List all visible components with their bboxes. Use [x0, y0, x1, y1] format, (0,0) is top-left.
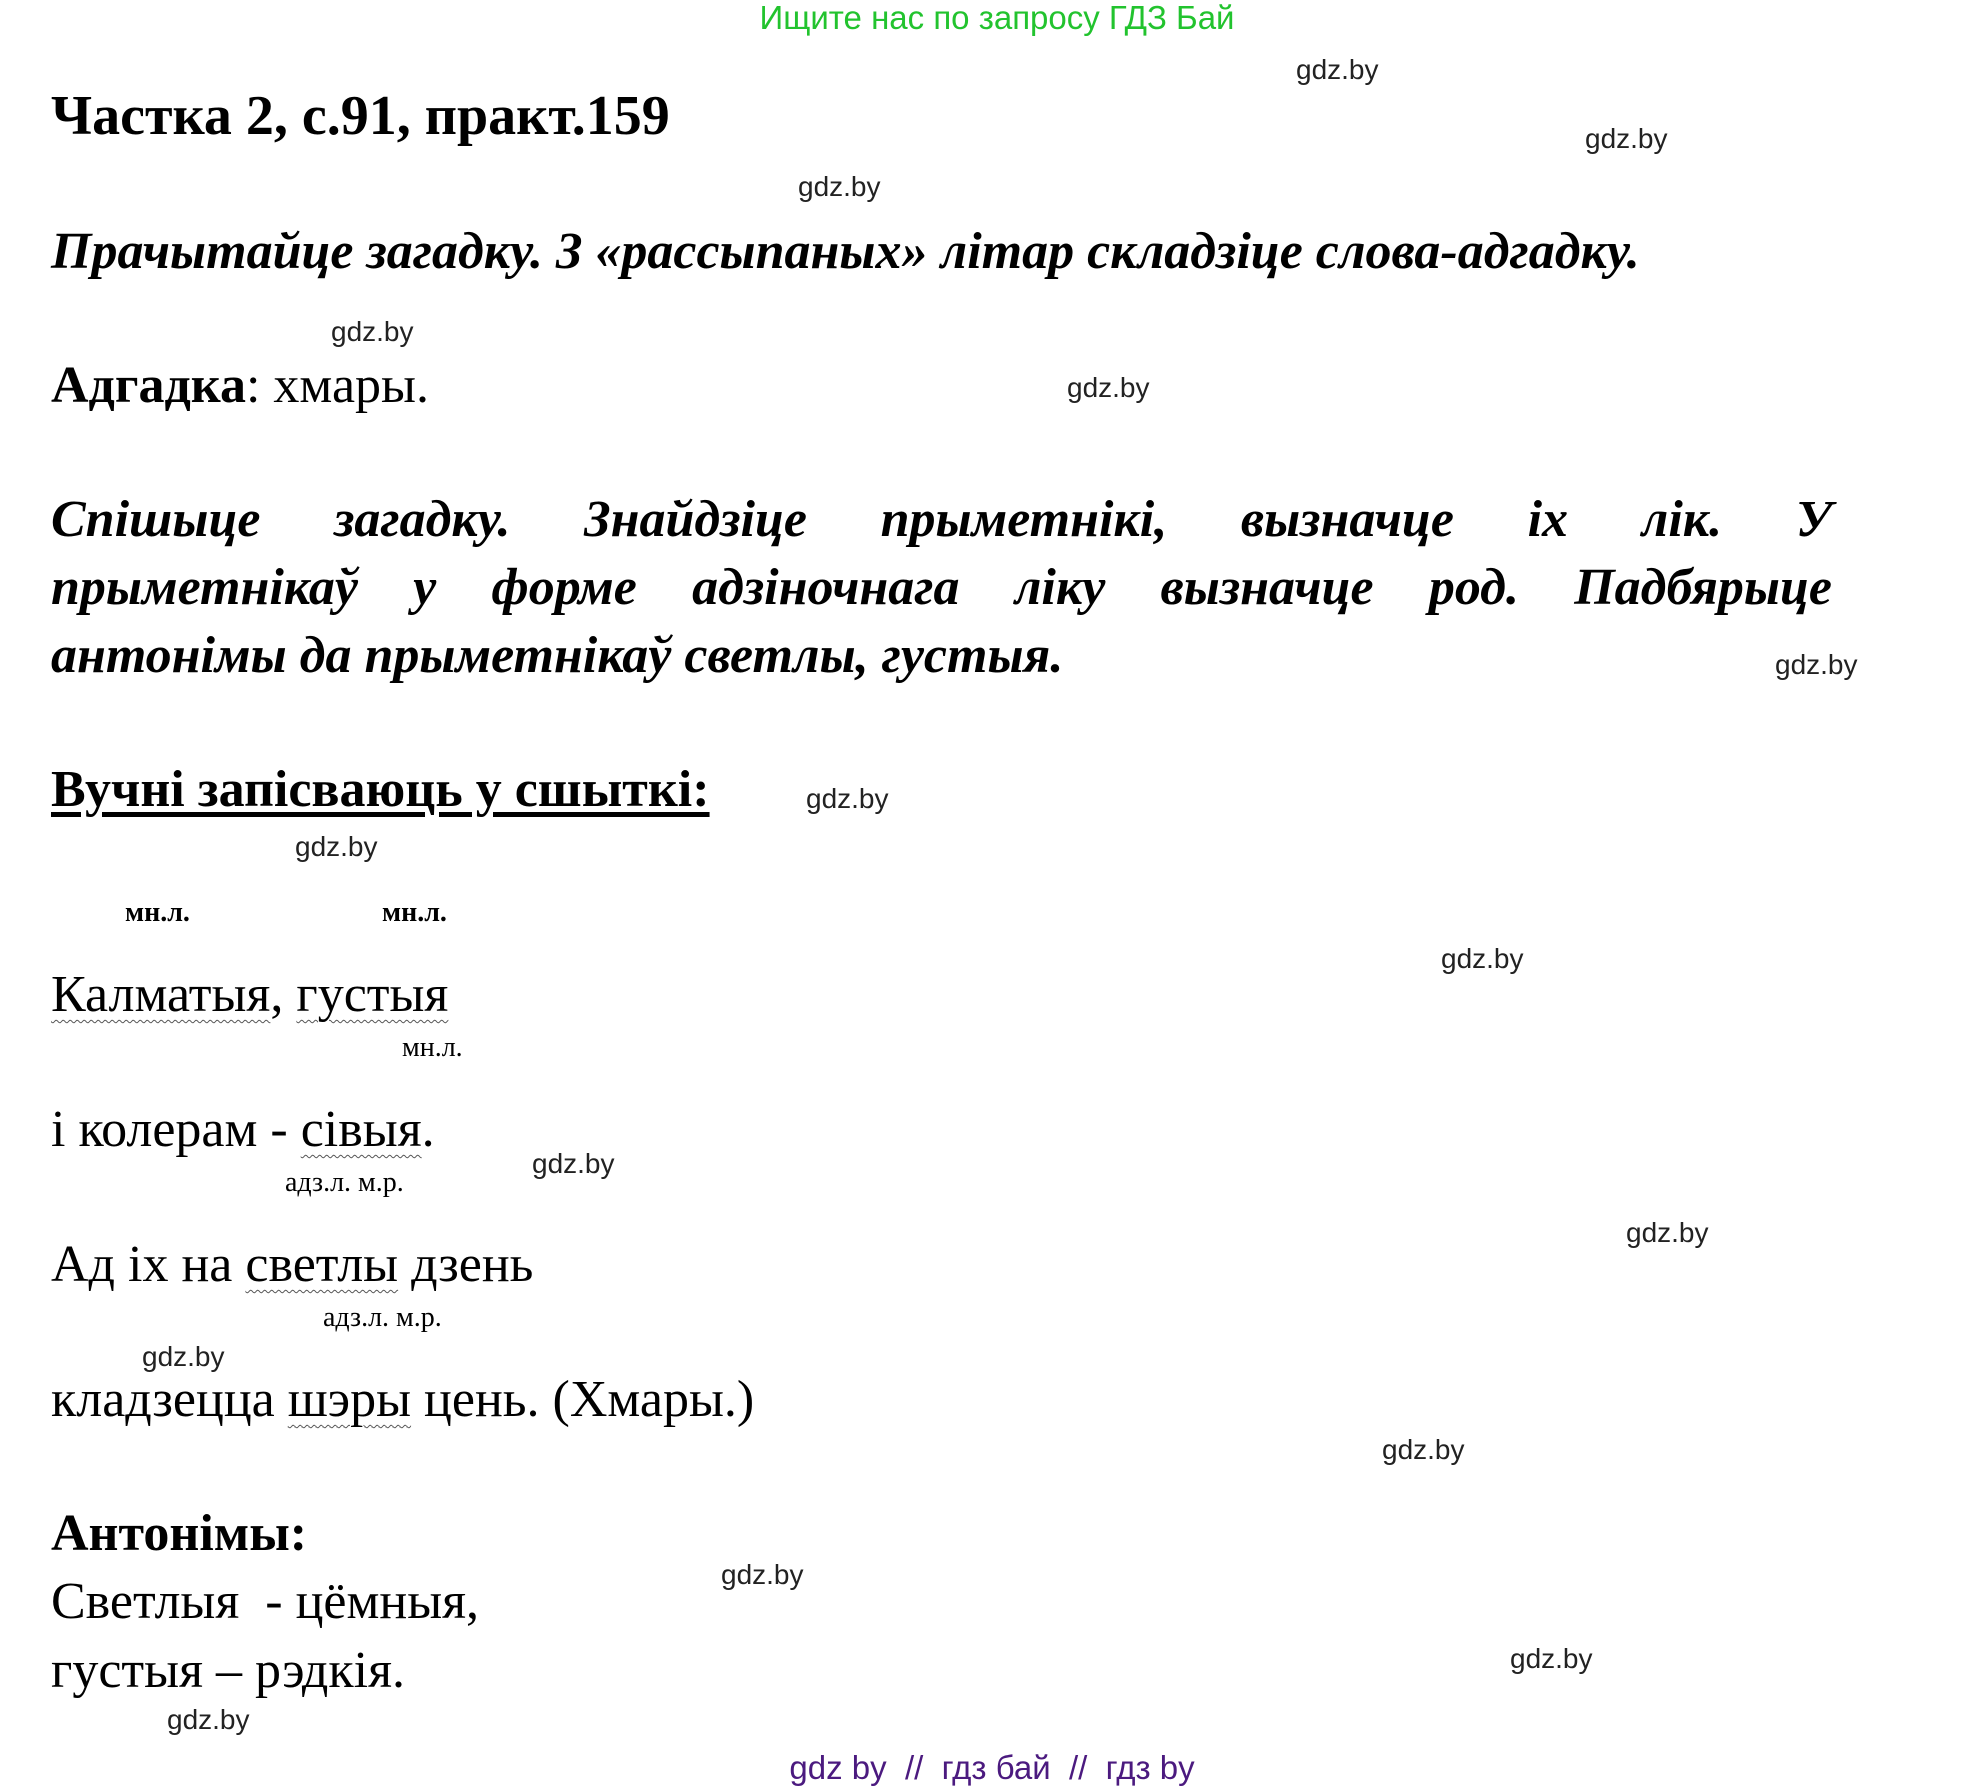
watermark: gdz.by: [806, 783, 889, 814]
riddle-line-4: [51, 1370, 754, 1430]
task-instruction-2: [51, 490, 1832, 694]
answer-line: [51, 356, 429, 416]
task-line: прыметнікаў у форме адзіночнага ліку вызначце род. Падбярыце: [51, 559, 1832, 616]
adjective-word: Калматыя: [51, 966, 271, 1023]
line-text: цень. (Хмары.): [411, 1371, 755, 1428]
antonym-pair: Светлыя - цёмныя,: [51, 1573, 480, 1630]
watermark: gdz.by: [1382, 1434, 1465, 1465]
adjective-word: густыя: [296, 966, 449, 1023]
watermark: gdz.by: [1775, 649, 1858, 680]
line-text: дзень: [398, 1236, 534, 1293]
adjective-word: светлы: [245, 1236, 399, 1293]
watermark: gdz.by: [1585, 123, 1668, 154]
watermark: gdz.by: [1067, 372, 1150, 403]
line-text: Ад іх на: [51, 1236, 246, 1293]
task-line: Спішыце загадку. Знайдзіце прыметнікі, вызначце іх лік. У: [51, 491, 1832, 548]
top-banner-link[interactable]: Ищите нас по запросу ГДЗ Бай: [759, 0, 1235, 36]
riddle-line-3: [51, 1235, 533, 1295]
line-text: і колерам -: [51, 1101, 301, 1158]
line-text: кладзецца: [51, 1371, 288, 1428]
watermark: gdz.by: [295, 831, 378, 862]
adjective-word: сівыя: [300, 1101, 422, 1158]
answer-label: Адгадка: [51, 357, 246, 414]
notebook-heading: Вучні запісваюць у сшыткі:: [51, 761, 710, 818]
task-line: антонімы да прыметнікаў светлы, густыя.: [51, 627, 1064, 684]
watermark: gdz.by: [1510, 1643, 1593, 1674]
watermark: gdz.by: [1441, 943, 1524, 974]
watermark: gdz.by: [532, 1148, 615, 1179]
annotation-plural: мн.л.: [382, 897, 447, 928]
watermark: gdz.by: [721, 1559, 804, 1590]
antonyms-heading: Антонімы:: [51, 1505, 308, 1562]
annotation-plural: мн.л.: [402, 1032, 463, 1063]
watermark: gdz.by: [142, 1341, 225, 1372]
watermark: gdz.by: [1296, 54, 1379, 85]
riddle-line-2: [51, 1100, 435, 1160]
watermark: gdz.by: [1626, 1217, 1709, 1248]
bottom-banner-link[interactable]: gdz by // гдз бай // гдз by: [789, 1749, 1195, 1786]
page-title: Частка 2, с.91, практ.159: [51, 85, 670, 147]
watermark: gdz.by: [167, 1704, 250, 1735]
watermark: gdz.by: [331, 316, 414, 347]
watermark: gdz.by: [798, 171, 881, 202]
line-text: .: [421, 1101, 435, 1158]
adjective-word: шэры: [287, 1371, 412, 1428]
separator: ,: [270, 966, 297, 1023]
antonym-pair: густыя – рэдкія.: [51, 1642, 405, 1699]
answer-value: : хмары.: [245, 357, 429, 414]
annotation-singular-masculine: адз.л. м.р.: [285, 1167, 404, 1198]
annotation-singular-masculine: адз.л. м.р.: [323, 1302, 442, 1333]
annotation-plural: мн.л.: [125, 897, 190, 928]
riddle-line-1: [51, 965, 448, 1025]
task-instruction-1: Прачытайце загадку. З «рассыпаных» літар складзіце слова-адгадку.: [51, 223, 1640, 280]
